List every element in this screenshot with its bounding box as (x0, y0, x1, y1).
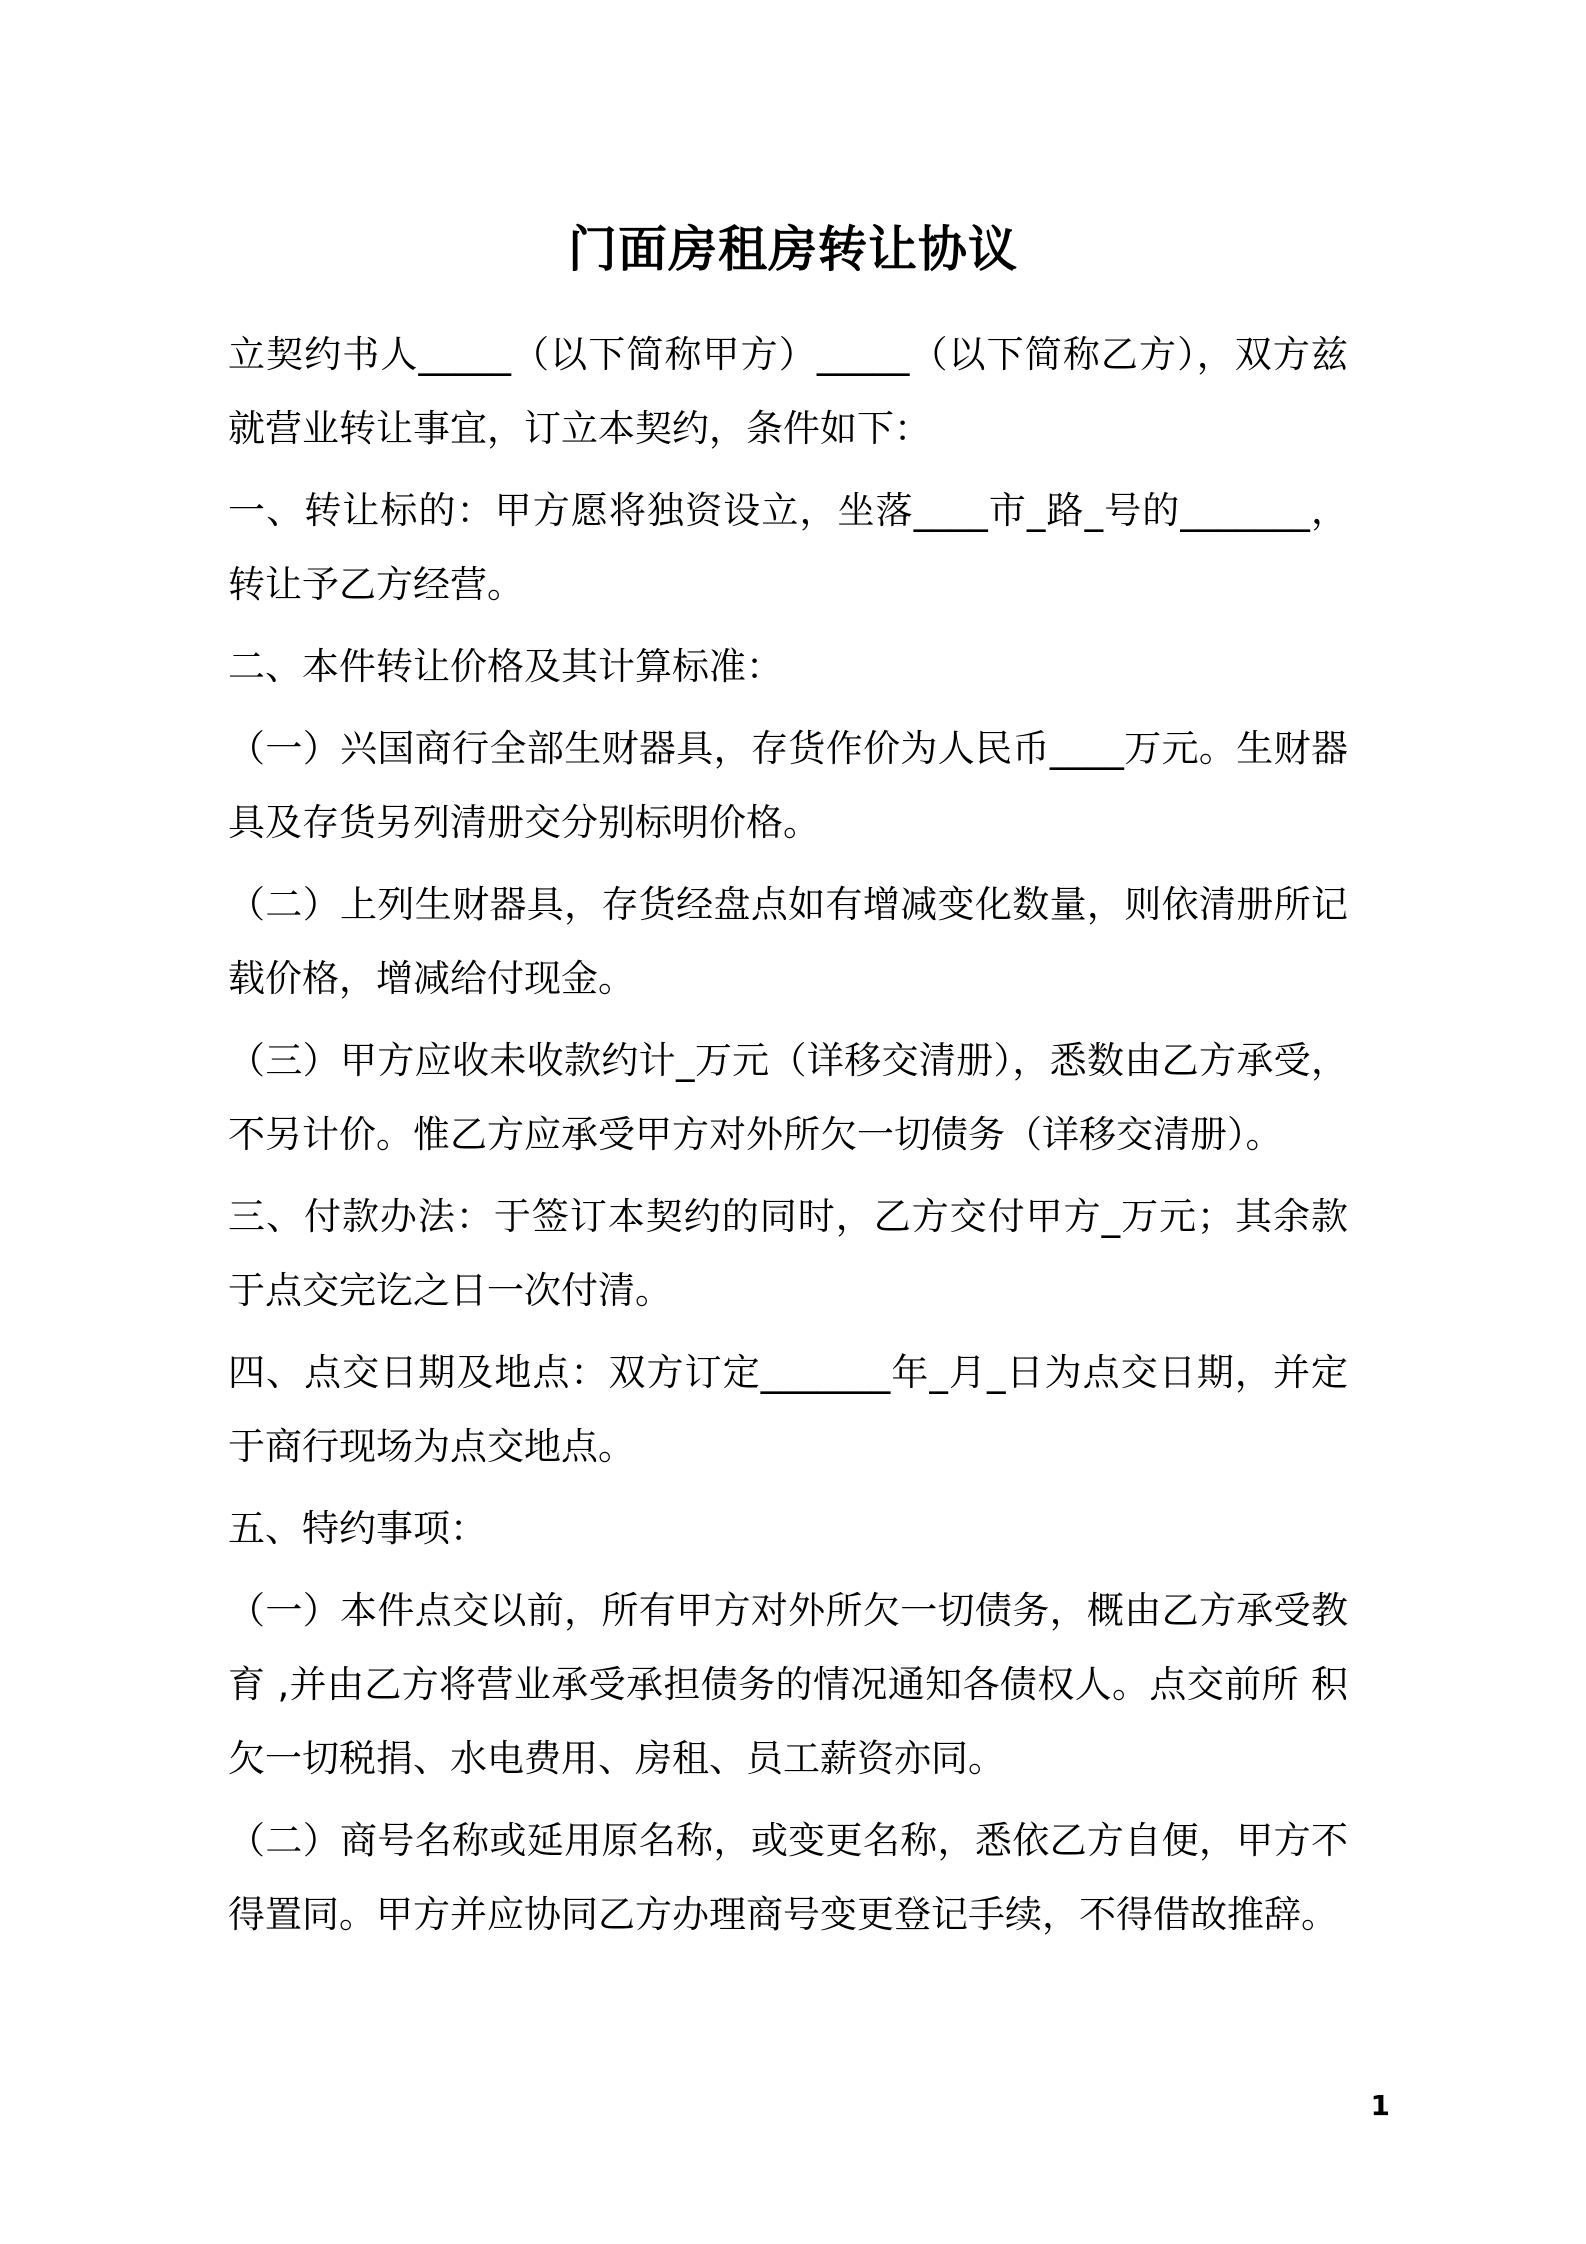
paragraph: 五、特约事项： (228, 1507, 487, 1550)
paragraph: 立契约书人_____（以下简称甲方）_____（以下简称乙方），双方兹就营业转让事宜，订立本契约，条件如下： (228, 333, 1348, 450)
paragraph: 一、转让标的：甲方愿将独资设立，坐落____市_路_号的_______，转让予乙方经营。 (228, 489, 1348, 606)
paragraph: （二）上列生财器具，存货经盘点如有增减变化数量，则依清册所记载价格，增减给付现金。 (228, 883, 1348, 1000)
paragraph: （二）商号名称或延用原名称，或变更名称，悉依乙方自便，甲方不得置同。甲方并应协同乙方办理商号变更登记手续，不得借故推辞。 (228, 1819, 1348, 1936)
document-body (228, 318, 1348, 1960)
paragraph: （一）本件点交以前，所有甲方对外所欠一切债务，概由乙方承受教育 ,并由乙方将营业承受承担债务的情况通知各债权人。点交前所 积欠一切税捐、水电费用、房租、员工薪资亦同。 (228, 1589, 1348, 1780)
paragraph: 二、本件转让价格及其计算标准： (228, 645, 783, 688)
page-number: 1 (1370, 2089, 1390, 2122)
page-title: 门面房租房转让协议 (567, 220, 1018, 278)
paragraph: 四、点交日期及地点：双方订定_______年_月_日为点交日期，并定于商行现场为点交地点。 (228, 1351, 1348, 1468)
paragraph: （三）甲方应收未收款约计_万元（详移交清册），悉数由乙方承受，不另计价。惟乙方应承受甲方对外所欠一切债务（详移交清册）。 (228, 1039, 1348, 1156)
paragraph: （一）兴国商行全部生财器具，存货作价为人民币____万元。生财器具及存货另列清册交分别标明价格。 (228, 727, 1348, 844)
paragraph: 三、付款办法：于签订本契约的同时，乙方交付甲方_万元；其余款于点交完讫之日一次付清。 (228, 1195, 1348, 1312)
